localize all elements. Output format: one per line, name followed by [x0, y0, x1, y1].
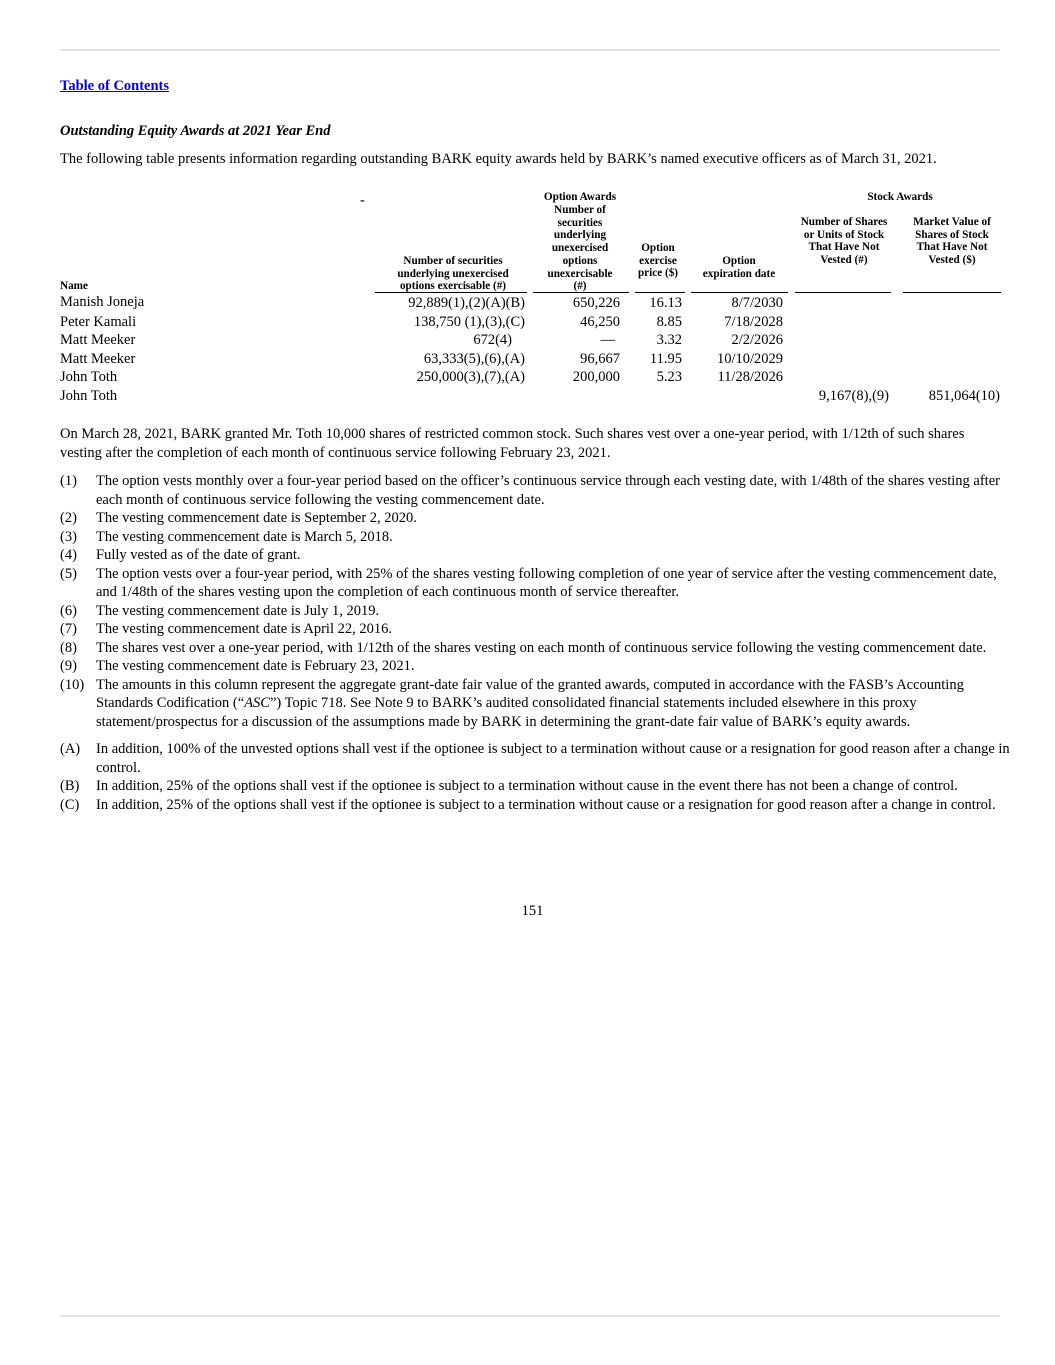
cell-name: Matt Meeker — [60, 332, 136, 348]
footnote-text-part: The amounts in this column represent the aggregate grant-date fair value of the granted awards, computed in accordance with the FASB’s Accounting Standards Codification (“ — [96, 676, 964, 711]
footnote-text: Fully vested as of the date of grant. — [96, 547, 301, 563]
footnote-text: In addition, 100% of the unvested options shall vest if the optionee is subject to a termination without cause or a resignation for good reason after a change in control. — [96, 741, 1010, 776]
footnote — [60, 565, 1010, 602]
intro-paragraph: The following table presents information regarding outstanding BARK equity awards held by BARK’s named executive officers as of March 31, 2021. — [60, 151, 937, 167]
top-rule — [60, 49, 1000, 51]
cell-name: Peter Kamali — [60, 314, 137, 330]
col-header-name: Name — [60, 280, 88, 292]
col-header-not-vested: Number of Shares or Units of Stock That Have Not Vested (#) — [800, 216, 888, 267]
cell-unexercisable: — — [600, 332, 615, 348]
letter-note — [60, 796, 1010, 815]
header-underline — [375, 292, 527, 293]
col-header-price: Option exercise price ($) — [637, 242, 679, 280]
cell-exercisable: 250,000(3),(7),(A) — [416, 369, 525, 385]
footnote — [60, 620, 1010, 639]
footnote-marker: (2) — [60, 510, 77, 526]
footnote-marker: (5) — [60, 565, 77, 582]
cell-exercisable: 138,750 (1),(3),(C) — [413, 314, 525, 330]
bottom-rule — [60, 1315, 1000, 1317]
footnote-text-part: ”) Topic 718. See Note 9 to BARK’s audited consolidated financial statements included elsewhere in this proxy statement/prospectus for a discussion of the assumptions made by BARK in determining the grant-date fair value of BARK’s equity awards. — [96, 695, 917, 730]
cell-market-value: 851,064(10) — [928, 388, 1000, 404]
footnote-text: The vesting commencement date is July 1, 2019. — [96, 602, 380, 619]
header-underline — [635, 292, 685, 293]
footnote-marker: (7) — [60, 621, 77, 637]
section-title: Outstanding Equity Awards at 2021 Year End — [60, 123, 331, 139]
header-underline — [691, 292, 788, 293]
cell-name: Matt Meeker — [60, 351, 136, 367]
letter-note — [60, 777, 1010, 796]
footnote — [60, 546, 1010, 565]
grant-paragraph: On March 28, 2021, BARK granted Mr. Toth 10,000 shares of restricted common stock. Such shares vest over a one-year period, with 1/12th of such shares vesting after the completion of each month of continuous service following February 23, 2021. — [60, 426, 965, 461]
cell-expiration: 10/10/2029 — [716, 351, 783, 367]
header-underline — [533, 292, 629, 293]
footnote-text: The option vests over a four-year period, with 25% of the shares vesting following completion of one year of service after the vesting commencement date, and 1/48th of the shares vesting upon the completion of each continuous month of service thereafter. — [96, 565, 997, 600]
footnote-italic-term: ASC — [244, 695, 270, 711]
footnote-text: The vesting commencement date is February 23, 2021. — [96, 658, 415, 674]
footnote-marker: (10) — [60, 676, 85, 693]
footnote-text — [96, 676, 1010, 732]
cell-unexercisable: 96,667 — [580, 351, 620, 367]
footnote — [60, 472, 1010, 509]
cell-price: 5.23 — [656, 369, 682, 385]
footnote-marker: (B) — [60, 778, 80, 794]
footnote-text: The vesting commencement date is April 22, 2016. — [96, 621, 392, 637]
footnote-text: The vesting commencement date is March 5, 2018. — [96, 528, 393, 545]
cell-expiration: 8/7/2030 — [731, 295, 783, 311]
page-number: 151 — [521, 903, 544, 919]
col-header-market-value: Market Value of Shares of Stock That Have Not Vested ($) — [913, 216, 991, 267]
footnote-text: The vesting commencement date is September 2, 2020. — [96, 510, 417, 526]
cell-not-vested: 9,167(8),(9) — [818, 388, 889, 404]
cell-name: John Toth — [60, 388, 118, 404]
col-header-expiration: Option expiration date — [702, 255, 776, 280]
footnote-marker: (C) — [60, 796, 80, 813]
footnote-marker: (8) — [60, 639, 77, 656]
option-awards-group-header: Option Awards — [543, 191, 617, 203]
stock-awards-group-header: Stock Awards — [867, 191, 933, 203]
footnote — [60, 602, 1010, 621]
footnote-marker: (1) — [60, 473, 77, 489]
cell-price: 3.32 — [656, 332, 682, 348]
col-header-unexercisable: Number of securities underlying unexercised options unexercisable (#) — [547, 204, 613, 293]
header-underline — [903, 292, 1001, 293]
cell-exercisable: 63,333(5),(6),(A) — [423, 351, 525, 367]
footnote-text: The shares vest over a one-year period, with 1/12th of the shares vesting on each month of continuous service following the vesting commencement date. — [96, 639, 987, 656]
footnote-marker: (4) — [60, 547, 77, 563]
footnote — [60, 528, 1010, 547]
header-underline — [795, 292, 891, 293]
footnote — [60, 657, 1010, 676]
cell-exercisable: 92,889(1),(2)(A)(B) — [408, 295, 525, 311]
cell-unexercisable: 650,226 — [572, 295, 620, 311]
footnote — [60, 676, 1010, 732]
cell-price: 8.85 — [656, 314, 682, 330]
cell-price: 16.13 — [649, 295, 682, 311]
table-of-contents-link[interactable]: Table of Contents — [60, 78, 170, 94]
cell-unexercisable: 46,250 — [580, 314, 620, 330]
footnote-text: The option vests monthly over a four-year period based on the officer’s continuous service through each vesting date, with 1/48th of the shares vesting after each month of continuous service following the vesting commencement date. — [96, 473, 1000, 508]
footnote — [60, 639, 1010, 658]
footnote-text: In addition, 25% of the options shall vest if the optionee is subject to a termination without cause in the event there has not been a change of control. — [96, 778, 958, 794]
footnote-marker: (9) — [60, 658, 77, 674]
cell-expiration: 11/28/2026 — [717, 369, 783, 385]
footnotes — [60, 472, 1010, 814]
header-dash: - — [360, 193, 365, 208]
footnote — [60, 509, 1010, 528]
cell-expiration: 7/18/2028 — [724, 314, 783, 330]
footnote-text: In addition, 25% of the options shall vest if the optionee is subject to a termination without cause or a resignation for good reason after a change in control. — [96, 796, 996, 813]
cell-unexercisable: 200,000 — [572, 369, 620, 385]
footnote-marker: (6) — [60, 602, 77, 619]
cell-exercisable: 672(4) — [473, 332, 512, 348]
cell-price: 11.95 — [649, 351, 682, 367]
cell-expiration: 2/2/2026 — [731, 332, 783, 348]
col-header-exercisable: Number of securities underlying unexercised options exercisable (#) — [397, 255, 509, 293]
letter-note — [60, 740, 1010, 777]
footnote-marker: (A) — [60, 741, 81, 757]
cell-name: John Toth — [60, 369, 118, 385]
footnote-marker: (3) — [60, 528, 77, 545]
cell-name: Manish Joneja — [60, 294, 145, 310]
